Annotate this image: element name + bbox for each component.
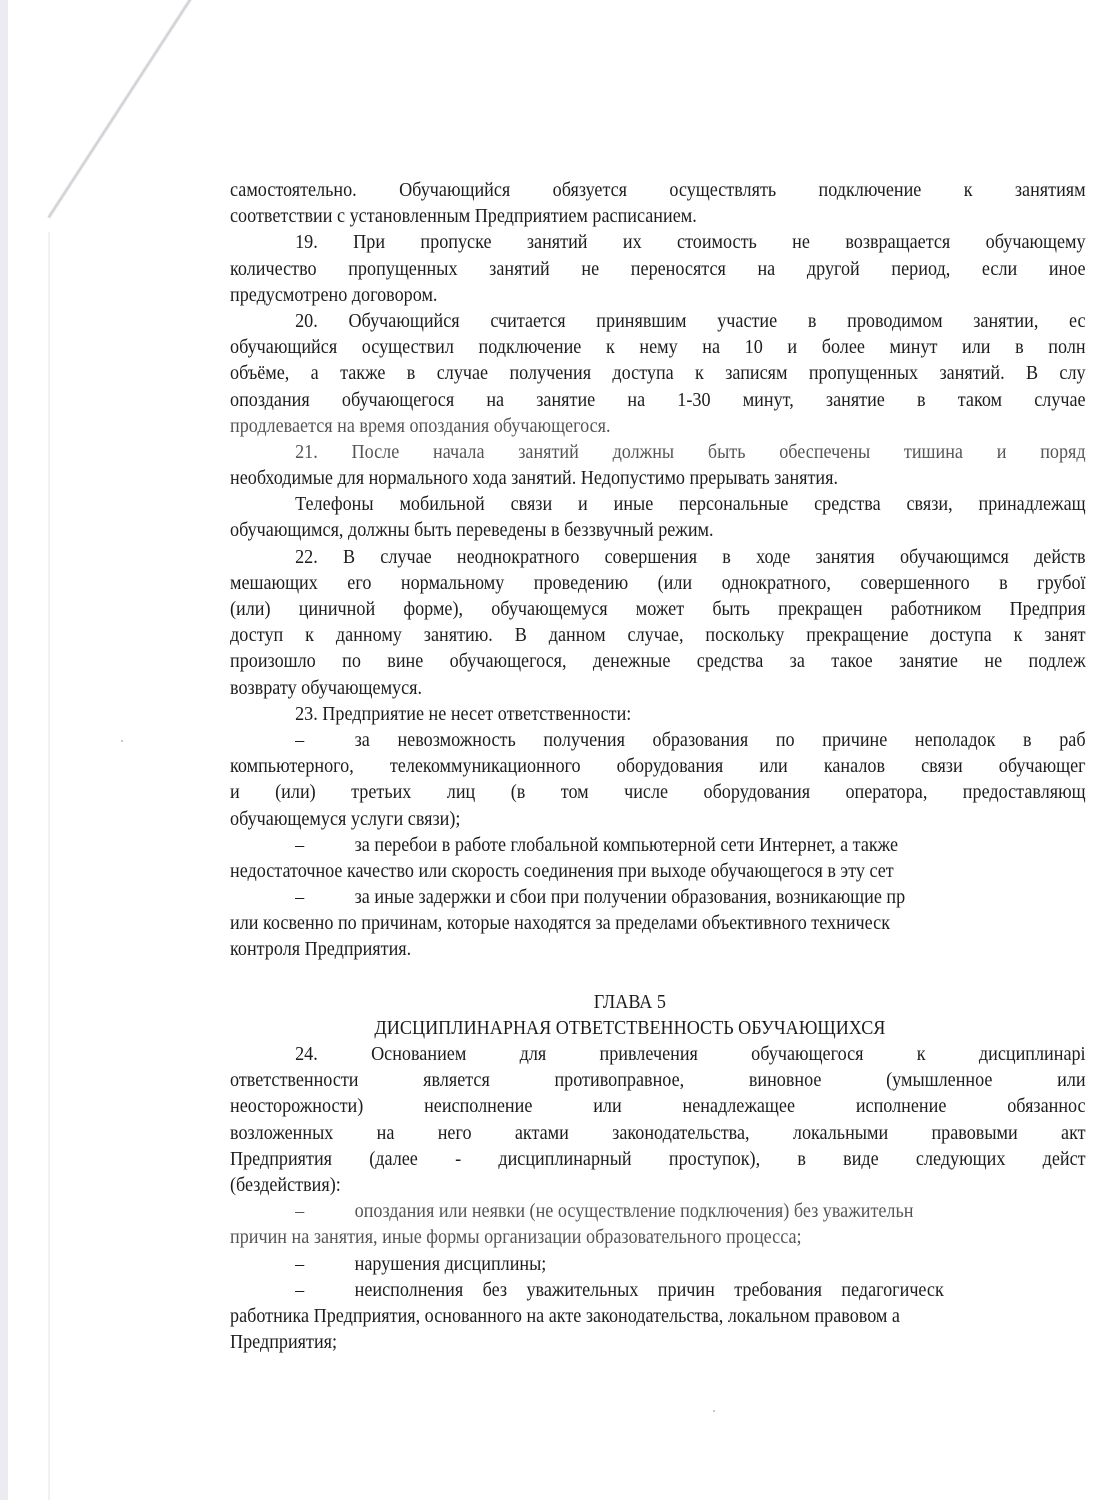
paragraph-21-phones bbox=[230, 492, 1086, 544]
text-line: за иные задержки и сбои при получении образования, возникающие пр bbox=[354, 887, 906, 909]
list-item bbox=[230, 1252, 1067, 1278]
text-line: предусмотрено договором. bbox=[230, 284, 438, 306]
scan-speck bbox=[121, 740, 123, 742]
text-line: опоздания обучающегося на занятие на 1-30 минут, занятие в таком случае bbox=[230, 389, 1086, 411]
text-line: компьютерного, телекоммуникационного оборудования или каналов связи обучающег bbox=[230, 756, 1086, 778]
text-line: или косвенно по причинам, которые находятся за пределами объективного техническ bbox=[230, 913, 891, 935]
text-line: продлевается на время опоздания обучающегося. bbox=[230, 415, 611, 437]
paragraph-18-continuation bbox=[230, 178, 1086, 230]
liability-list bbox=[230, 728, 1086, 964]
text-line: за перебои в работе глобальной компьютерной сети Интернет, а также bbox=[354, 834, 899, 856]
paragraph-20 bbox=[230, 309, 1086, 440]
text-line: неосторожности) неисполнение или ненадлежащее исполнение обязаннос bbox=[230, 1096, 1086, 1118]
text-line: самостоятельно. Обучающийся обязуется осуществлять подключение к занятиям bbox=[230, 180, 1086, 201]
text-line: обучающимся, должны быть переведены в беззвучный режим. bbox=[230, 520, 714, 542]
text-line: объёме, а также в случае получения доступа к записям пропущенных занятий. В слу bbox=[230, 363, 1086, 385]
list-item bbox=[230, 885, 1067, 964]
text-line: 22. В случае неоднократного совершения в ходе занятия обучающимся действ bbox=[295, 546, 1086, 568]
text-line: контроля Предприятия. bbox=[230, 939, 412, 961]
text-line: количество пропущенных занятий не переносятся на другой период, если иное bbox=[230, 258, 1086, 280]
text-line: недостаточное качество или скорость соединения при выходе обучающегося в эту сет bbox=[230, 860, 894, 882]
text-line: неисполнения без уважительных причин требования педагогическ bbox=[354, 1279, 944, 1301]
paragraph-19 bbox=[230, 230, 1086, 309]
page-fold-crease bbox=[47, 0, 197, 219]
text-line: обучающемуся услуги связи); bbox=[230, 808, 461, 830]
text-line: 23. Предприятие не несет ответственности: bbox=[295, 703, 632, 725]
list-item bbox=[230, 1278, 1067, 1357]
text-line: доступ к данному занятию. В данном случае, поскольку прекращение доступа к занят bbox=[230, 625, 1086, 647]
list-dash: – bbox=[295, 1201, 305, 1223]
text-line: причин на занятия, иные формы организации образовательного процесса; bbox=[230, 1227, 802, 1249]
text-line: опоздания или неявки (не осуществление подключения) без уважительн bbox=[354, 1201, 914, 1223]
text-line: нарушения дисциплины; bbox=[354, 1253, 547, 1275]
list-dash: – bbox=[295, 887, 305, 909]
chapter-number: ГЛАВА 5 bbox=[593, 991, 666, 1013]
list-dash: – bbox=[295, 729, 305, 751]
page-edge bbox=[48, 232, 50, 1500]
document-body bbox=[230, 178, 1086, 1356]
text-line: необходимые для нормального хода занятий. Недопустимо прерывать занятия. bbox=[230, 468, 839, 490]
scanned-page bbox=[8, 0, 1097, 1500]
text-line: возложенных на него актами законодательства, локальными правовыми акт bbox=[230, 1122, 1086, 1144]
text-line: Предприятия (далее - дисциплинарный проступок), в виде следующих дейст bbox=[230, 1148, 1086, 1170]
list-dash: – bbox=[295, 834, 305, 856]
text-line: ответственности является противоправное, виновное (умышленное или bbox=[230, 1070, 1086, 1092]
text-line: Предприятия; bbox=[230, 1332, 338, 1354]
misconduct-list bbox=[230, 1199, 1067, 1356]
list-item bbox=[230, 1199, 1067, 1251]
text-line: 19. При пропуске занятий их стоимость не возвращается обучающему bbox=[295, 232, 1086, 254]
paragraph-22 bbox=[230, 545, 1086, 702]
paragraph-24 bbox=[230, 1042, 1086, 1199]
text-line: 20. Обучающийся считается принявшим участие в проводимом занятии, ес bbox=[295, 310, 1086, 332]
text-line: 24. Основанием для привлечения обучающегося к дисциплинарі bbox=[295, 1044, 1086, 1065]
scan-speck bbox=[713, 1410, 715, 1412]
text-line: за невозможность получения образования по причине неполадок в раб bbox=[354, 729, 1086, 751]
list-item bbox=[230, 833, 1067, 885]
text-line: возврату обучающемуся. bbox=[230, 677, 423, 699]
text-line: произошло по вине обучающегося, денежные средства за такое занятие не подлеж bbox=[230, 651, 1086, 673]
list-dash: – bbox=[295, 1253, 305, 1275]
text-line: 21. После начала занятий должны быть обеспечены тишина и поряд bbox=[295, 441, 1086, 463]
text-line: работника Предприятия, основанного на акте законодательства, локальном правовом а bbox=[230, 1305, 900, 1327]
text-line: (или) циничной форме), обучающемуся может быть прекращен работником Предприя bbox=[230, 599, 1086, 620]
paragraph-21 bbox=[230, 440, 1086, 492]
chapter-heading bbox=[230, 990, 1067, 1042]
paragraph-23 bbox=[230, 702, 1067, 728]
text-line: обучающийся осуществил подключение к нему на 10 и более минут или в полн bbox=[230, 337, 1086, 359]
text-line: соответствии с установленным Предприятием расписанием. bbox=[230, 206, 697, 228]
text-line: мешающих его нормальному проведению (или однократного, совершенного в грубої bbox=[230, 572, 1086, 594]
text-line: Телефоны мобильной связи и иные персональные средства связи, принадлежащ bbox=[295, 494, 1086, 516]
list-item bbox=[230, 728, 1086, 833]
text-line: и (или) третьих лиц (в том числе оборудования оператора, предоставляющ bbox=[230, 782, 1086, 804]
chapter-title: ДИСЦИПЛИНАРНАЯ ОТВЕТСТВЕННОСТЬ ОБУЧАЮЩИХСЯ bbox=[374, 1017, 886, 1039]
text-line: (бездействия): bbox=[230, 1174, 341, 1196]
list-dash: – bbox=[295, 1279, 305, 1301]
